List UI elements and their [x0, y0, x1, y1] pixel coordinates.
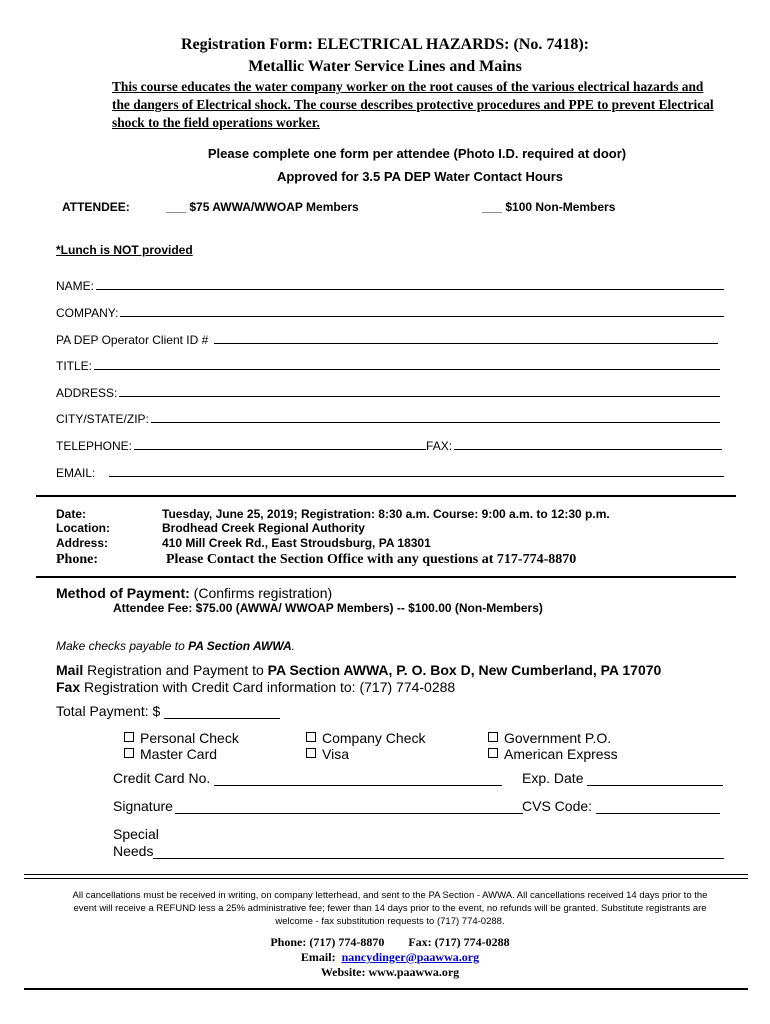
city-state-zip-label: CITY/STATE/ZIP:: [56, 412, 149, 426]
email-field[interactable]: [56, 466, 724, 480]
checks-note: [56, 639, 295, 653]
company-field[interactable]: [56, 306, 724, 320]
title-field[interactable]: [56, 359, 720, 373]
divider: [24, 878, 748, 879]
payment-method-note: (Confirms registration): [193, 585, 333, 601]
client-id-field[interactable]: [56, 333, 718, 347]
signature-label: Signature: [113, 798, 173, 814]
signature-field[interactable]: [113, 798, 523, 814]
address-label: ADDRESS:: [56, 386, 118, 400]
telephone-line[interactable]: [134, 439, 426, 450]
total-payment-line[interactable]: [164, 706, 280, 719]
cvs-code-field[interactable]: [522, 798, 720, 814]
checks-payee: PA Section AWWA: [188, 639, 292, 653]
signature-line[interactable]: [175, 801, 523, 814]
footer-fax: Fax: (717) 774-0288: [408, 935, 510, 949]
footer-phone: Phone: (717) 774-8870: [270, 935, 385, 949]
divider: [36, 495, 736, 497]
footer-website: Website: www.paawwa.org: [320, 965, 460, 979]
address-line[interactable]: [119, 386, 720, 397]
option-american-express[interactable]: [488, 746, 618, 762]
title-line[interactable]: [94, 359, 720, 370]
phone-value: Please Contact the Section Office with any questions at 717-774-8870: [166, 552, 577, 567]
city-state-zip-field[interactable]: [56, 412, 720, 426]
total-payment-label: Total Payment: $: [56, 703, 161, 719]
client-id-label: PA DEP Operator Client ID #: [56, 333, 209, 347]
credit-card-line[interactable]: [214, 773, 502, 786]
mail-word: Mail: [56, 662, 84, 678]
cancellation-policy: All cancellations must be received in writing, on company letterhead, and sent to the PA Section - AWWA. All cancellations received 14 days prior to the event will receive a REFUND less a 25% administrative fee; fewer than 14 days prior to the event, no refunds will be granted. Substitute registrants are welcome - fax substitution requests to (717) 774-0288.: [72, 890, 708, 927]
checkbox-icon[interactable]: [306, 732, 316, 742]
address-event-label: Address:: [56, 536, 109, 550]
company-label: COMPANY:: [56, 306, 119, 320]
special-needs-line[interactable]: [153, 846, 724, 859]
address-field[interactable]: [56, 386, 720, 400]
fax-line[interactable]: [454, 439, 722, 450]
divider: [24, 874, 748, 875]
contact-email: [0, 950, 770, 965]
footer-email-link[interactable]: nancydinger@paawwa.org: [341, 950, 480, 964]
american-express-label: American Express: [504, 746, 618, 762]
email-label: EMAIL:: [56, 466, 96, 480]
mail-address: PA Section AWWA, P. O. Box D, New Cumberland, PA 17070: [267, 662, 662, 678]
fee-line: Attendee Fee: $75.00 (AWWA/ WWOAP Members) -- $100.00 (Non-Members): [113, 601, 543, 615]
checkbox-icon[interactable]: [124, 748, 134, 758]
option-visa[interactable]: [306, 746, 349, 762]
visa-label: Visa: [322, 746, 349, 762]
name-label: NAME:: [56, 279, 95, 293]
cvs-code-line[interactable]: [596, 801, 720, 814]
checkbox-icon[interactable]: [124, 732, 134, 742]
company-line[interactable]: [120, 306, 724, 317]
exp-date-label: Exp. Date: [522, 770, 584, 786]
checks-suffix: .: [291, 639, 295, 653]
checkbox-icon[interactable]: [488, 748, 498, 758]
course-description: This course educates the water company worker on the root causes of the various electrical hazards and the dangers of Electrical shock. The course describes protective procedures and PPE to prevent Electrical shock to the field operations worker.: [112, 79, 714, 130]
payment-method: [56, 585, 332, 601]
nonmember-option[interactable]: ___ $100 Non-Members: [482, 200, 616, 214]
client-id-line[interactable]: [214, 333, 718, 344]
divider: [24, 988, 748, 990]
checks-prefix: Make checks payable to: [56, 639, 185, 653]
special-needs-field[interactable]: [113, 843, 724, 859]
mail-text: Registration and Payment to: [87, 662, 264, 678]
telephone-label: TELEPHONE:: [56, 439, 133, 453]
contact-phone-fax: [0, 935, 770, 950]
personal-check-label: Personal Check: [140, 730, 239, 746]
instruction-text: Please complete one form per attendee (Photo I.D. required at door): [207, 146, 627, 161]
fax-text: Registration with Credit Card information to: (717) 774-0288: [84, 679, 456, 695]
payment-method-label: Method of Payment:: [56, 585, 190, 601]
credit-card-label: Credit Card No.: [113, 770, 211, 786]
lunch-note: *Lunch is NOT provided: [56, 243, 193, 257]
name-field[interactable]: [56, 279, 724, 293]
telephone-fax-field[interactable]: [56, 439, 722, 453]
special-needs-label-2: Needs: [113, 843, 154, 859]
approval-text: Approved for 3.5 PA DEP Water Contact Hours: [276, 169, 564, 184]
checkbox-icon[interactable]: [488, 732, 498, 742]
option-personal-check[interactable]: [124, 730, 239, 746]
option-company-check[interactable]: [306, 730, 426, 746]
title-label: TITLE:: [56, 359, 93, 373]
location-value: Brodhead Creek Regional Authority: [162, 521, 365, 535]
master-card-label: Master Card: [140, 746, 218, 762]
special-needs-label-1: Special: [113, 826, 159, 842]
page-subtitle: Metallic Water Service Lines and Mains: [248, 58, 522, 75]
city-state-zip-line[interactable]: [151, 412, 720, 423]
email-line[interactable]: [109, 466, 724, 477]
government-po-label: Government P.O.: [504, 730, 612, 746]
mail-line: [56, 662, 661, 678]
footer-email-label: Email:: [300, 950, 336, 964]
checkbox-icon[interactable]: [306, 748, 316, 758]
cvs-code-label: CVS Code:: [522, 798, 593, 814]
divider: [36, 576, 736, 578]
member-option[interactable]: ___ $75 AWWA/WWOAP Members: [166, 200, 359, 214]
option-government-po[interactable]: [488, 730, 611, 746]
fax-line: [56, 679, 455, 695]
fax-label: FAX:: [426, 439, 453, 453]
company-check-label: Company Check: [322, 730, 426, 746]
name-line[interactable]: [96, 279, 724, 290]
attendee-label: ATTENDEE:: [62, 200, 130, 214]
exp-date-line[interactable]: [587, 773, 723, 786]
exp-date-field[interactable]: [522, 770, 723, 786]
date-value: Tuesday, June 25, 2019; Registration: 8:30 a.m. Course: 9:00 a.m. to 12:30 p.m.: [162, 507, 610, 521]
option-master-card[interactable]: [124, 746, 217, 762]
page-title: Registration Form: ELECTRICAL HAZARDS: (No. 7418):: [181, 36, 589, 53]
phone-label: Phone:: [56, 552, 98, 567]
address-event-value: 410 Mill Creek Rd., East Stroudsburg, PA 18301: [162, 536, 431, 550]
date-label: Date:: [56, 507, 87, 521]
credit-card-field[interactable]: [113, 770, 502, 786]
total-payment-field[interactable]: [56, 703, 280, 719]
fax-word: Fax: [56, 679, 81, 695]
location-label: Location:: [56, 521, 110, 535]
